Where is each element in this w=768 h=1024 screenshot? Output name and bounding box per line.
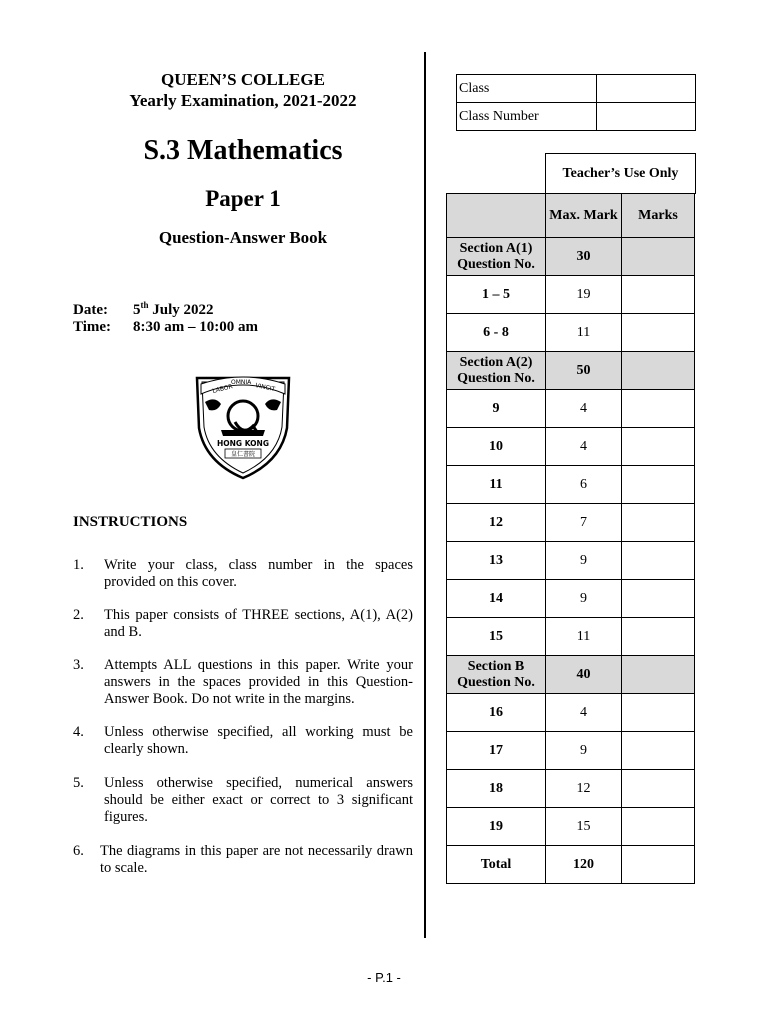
instruction-number: 5. <box>73 775 84 791</box>
instruction-item <box>73 557 413 591</box>
exam-title: Yearly Examination, 2021-2022 <box>129 91 357 110</box>
instructions-title: INSTRUCTIONS <box>73 514 188 530</box>
time-label: Time: <box>73 319 112 335</box>
marks-cell[interactable] <box>622 732 695 770</box>
page-divider <box>424 52 426 938</box>
instruction-item <box>73 657 413 708</box>
instruction-text: Attempts ALL questions in this paper. Write your answers in the spaces provided in this Question-Answer Book. Do not write in the margins. <box>104 657 413 707</box>
date-day: 5 <box>133 302 141 318</box>
marks-cell[interactable] <box>622 390 695 428</box>
question-row <box>447 694 695 732</box>
date-suffix: th <box>140 300 149 310</box>
marks-cell[interactable] <box>622 276 695 314</box>
instruction-number: 1. <box>73 557 84 573</box>
max-mark-value: 40 <box>546 656 622 694</box>
total-max: 120 <box>546 846 622 884</box>
max-mark-value: 7 <box>546 504 622 542</box>
marks-cell[interactable] <box>622 428 695 466</box>
school-crest-icon <box>191 370 295 480</box>
marks-cell[interactable] <box>622 808 695 846</box>
crest-place: HONG KONG <box>217 439 269 448</box>
page-number: - P.1 - <box>367 970 401 985</box>
max-mark-header: Max. Mark <box>546 194 622 238</box>
total-marks-cell[interactable] <box>622 846 695 884</box>
marks-cell[interactable] <box>622 618 695 656</box>
marks-cell[interactable] <box>622 770 695 808</box>
max-mark-value: 4 <box>546 390 622 428</box>
marks-cell[interactable] <box>622 466 695 504</box>
total-label: Total <box>447 846 546 884</box>
total-row <box>447 846 695 884</box>
question-label: 16 <box>447 694 546 732</box>
question-row <box>447 618 695 656</box>
question-label: 19 <box>447 808 546 846</box>
max-mark-value: 19 <box>546 276 622 314</box>
class-field[interactable] <box>597 75 696 103</box>
instruction-text: The diagrams in this paper are not necessarily drawn to scale. <box>100 843 413 876</box>
instruction-item <box>73 724 413 758</box>
header-blank-cell <box>447 194 546 238</box>
marks-cell[interactable] <box>622 314 695 352</box>
question-row <box>447 542 695 580</box>
question-row <box>447 580 695 618</box>
marks-header-row <box>447 194 695 238</box>
instruction-text: This paper consists of THREE sections, A(1), A(2) and B. <box>104 607 413 640</box>
instruction-item <box>73 607 413 641</box>
time-line <box>73 316 258 338</box>
question-row <box>447 428 695 466</box>
question-label: 12 <box>447 504 546 542</box>
crest-motto-mid: OMNIA <box>231 379 252 386</box>
marks-header: Marks <box>622 194 695 238</box>
college-name: QUEEN’S COLLEGE <box>161 70 325 89</box>
paper-number: Paper 1 <box>205 186 281 211</box>
question-label: 1 – 5 <box>447 276 546 314</box>
time-value: 8:30 am – 10:00 am <box>133 319 258 335</box>
question-row <box>447 276 695 314</box>
question-label: 17 <box>447 732 546 770</box>
max-mark-value: 15 <box>546 808 622 846</box>
question-row <box>447 504 695 542</box>
question-row <box>447 390 695 428</box>
subject-title: S.3 Mathematics <box>143 135 343 166</box>
max-mark-value: 9 <box>546 732 622 770</box>
crest-motto-right: VINCIT <box>254 382 276 394</box>
instruction-number: 4. <box>73 724 84 740</box>
question-label: 6 - 8 <box>447 314 546 352</box>
section-row <box>447 352 695 390</box>
question-label: 9 <box>447 390 546 428</box>
max-mark-value: 9 <box>546 542 622 580</box>
class-label: Class <box>457 75 597 103</box>
marks-cell <box>622 352 695 390</box>
question-label: 14 <box>447 580 546 618</box>
date-rest: July 2022 <box>148 302 214 318</box>
instruction-number: 6. <box>73 843 84 859</box>
marks-cell[interactable] <box>622 694 695 732</box>
teacher-use-header: Teacher’s Use Only <box>545 153 696 194</box>
question-row <box>447 732 695 770</box>
question-label: 11 <box>447 466 546 504</box>
question-label: 18 <box>447 770 546 808</box>
section-label: Section A(2) Question No. <box>447 352 546 390</box>
crest-motto-left: LABOR <box>211 383 234 395</box>
marks-cell[interactable] <box>622 580 695 618</box>
instruction-text: Unless otherwise specified, numerical answers should be either exact or correct to 3 significant figures. <box>104 775 413 825</box>
class-number-field[interactable] <box>597 103 696 131</box>
instruction-item <box>73 775 413 826</box>
class-info-table <box>456 74 696 131</box>
question-row <box>447 808 695 846</box>
book-title: Question-Answer Book <box>158 228 328 247</box>
max-mark-value: 9 <box>546 580 622 618</box>
question-label: 13 <box>447 542 546 580</box>
question-label: 10 <box>447 428 546 466</box>
crest-chinese: 皇仁書院 <box>230 451 256 458</box>
question-label: 15 <box>447 618 546 656</box>
section-row <box>447 238 695 276</box>
max-mark-value: 11 <box>546 618 622 656</box>
marks-cell[interactable] <box>622 504 695 542</box>
instruction-item <box>73 843 413 877</box>
date-label: Date: <box>73 302 108 318</box>
max-mark-value: 11 <box>546 314 622 352</box>
class-number-label: Class Number <box>457 103 597 131</box>
instruction-number: 3. <box>73 657 84 673</box>
marks-cell[interactable] <box>622 542 695 580</box>
marks-cell <box>622 656 695 694</box>
section-label: Section B Question No. <box>447 656 546 694</box>
section-label: Section A(1) Question No. <box>447 238 546 276</box>
instruction-text: Write your class, class number in the spaces provided on this cover. <box>104 557 413 590</box>
max-mark-value: 4 <box>546 428 622 466</box>
max-mark-value: 6 <box>546 466 622 504</box>
section-row <box>447 656 695 694</box>
question-row <box>447 770 695 808</box>
instruction-number: 2. <box>73 607 84 623</box>
marks-table <box>446 193 695 884</box>
question-row <box>447 466 695 504</box>
question-row <box>447 314 695 352</box>
max-mark-value: 12 <box>546 770 622 808</box>
max-mark-value: 50 <box>546 352 622 390</box>
marks-cell <box>622 238 695 276</box>
instruction-text: Unless otherwise specified, all working must be clearly shown. <box>104 724 413 757</box>
max-mark-value: 30 <box>546 238 622 276</box>
max-mark-value: 4 <box>546 694 622 732</box>
